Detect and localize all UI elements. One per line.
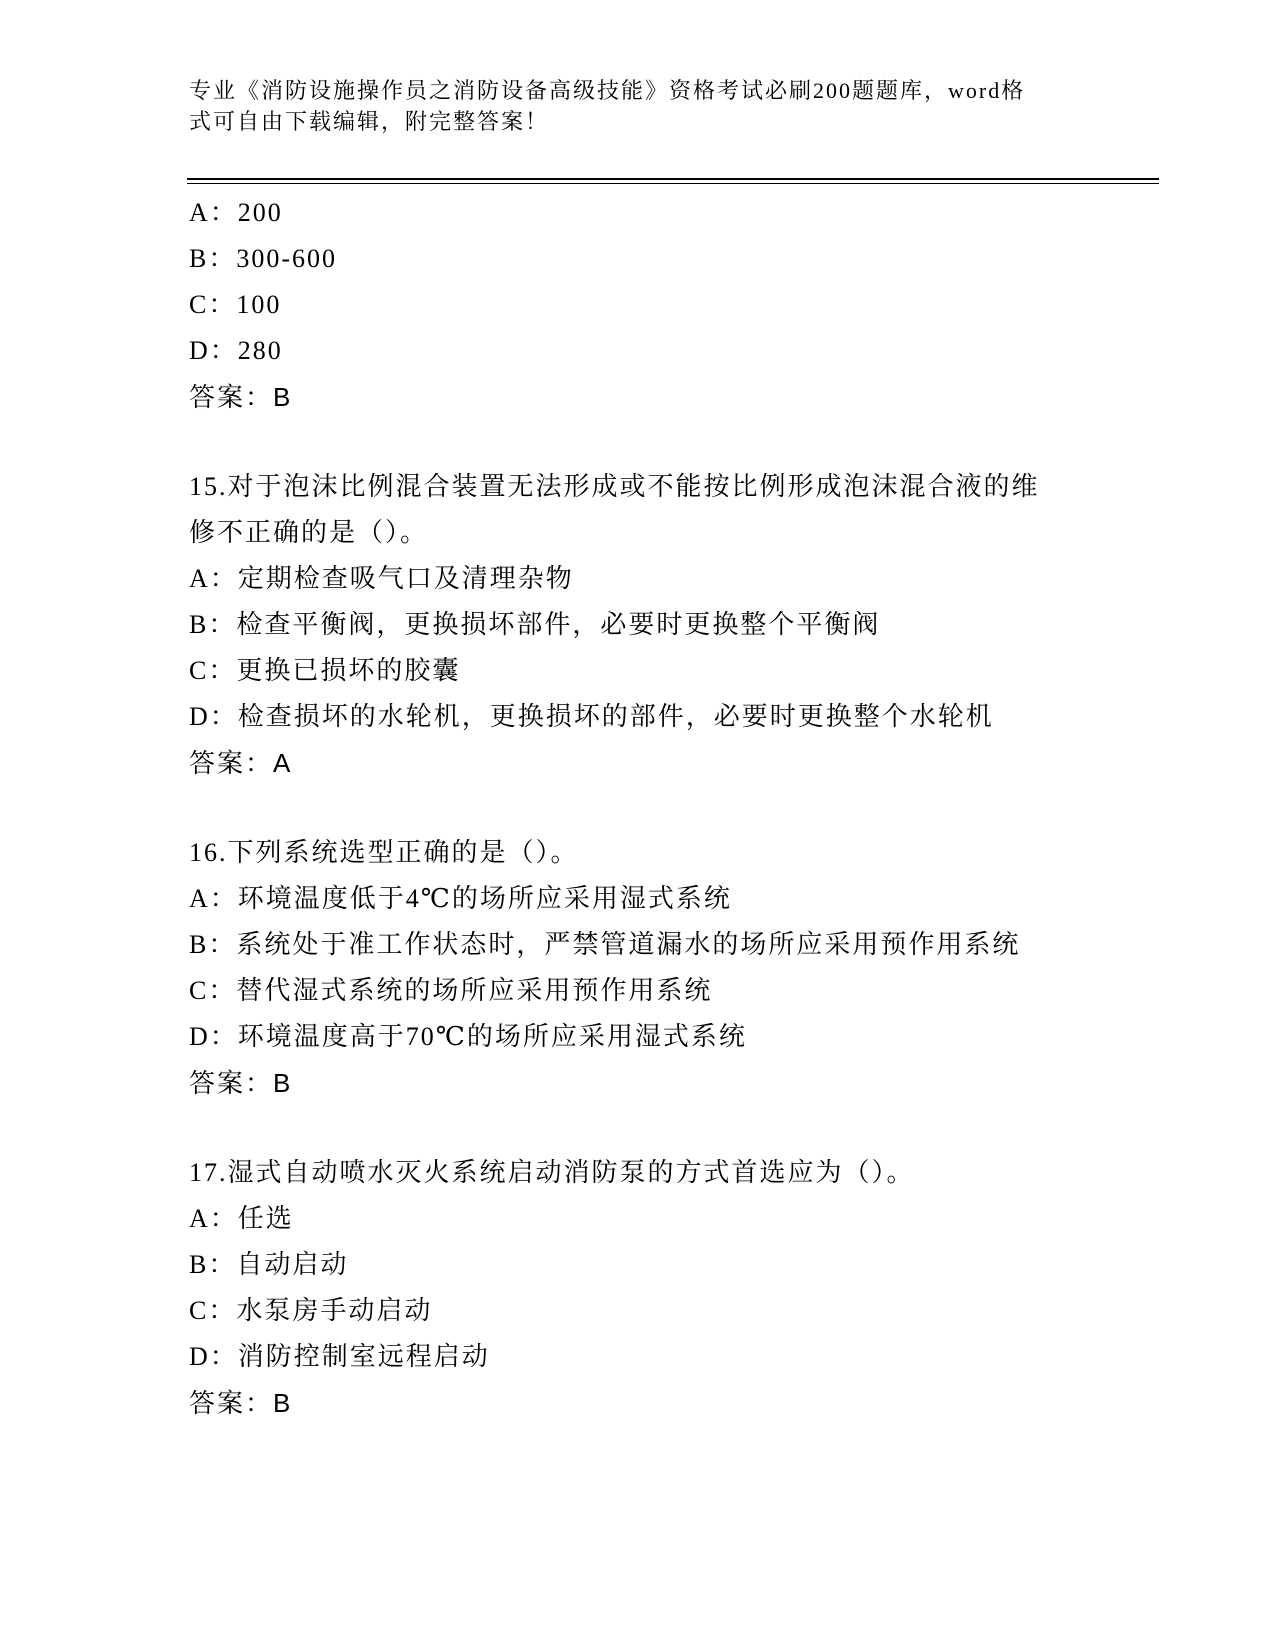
header-rule-thin <box>187 183 1159 184</box>
option-b: B：检查平衡阀，更换损坏部件，必要时更换整个平衡阀 <box>189 610 881 639</box>
question-stem: 17.湿式自动喷水灭火系统启动消防泵的方式首选应为（）。 <box>189 1158 915 1187</box>
option-a: A：环境温度低于4℃的场所应采用湿式系统 <box>189 884 732 913</box>
option-a: A：200 <box>189 198 283 227</box>
answer-line: 答案：B <box>189 1388 293 1418</box>
option-c: C：100 <box>189 290 282 319</box>
question-stem: 15.对于泡沫比例混合装置无法形成或不能按比例形成泡沫混合液的维 <box>189 472 1040 501</box>
option-b: B：系统处于准工作状态时，严禁管道漏水的场所应采用预作用系统 <box>189 930 1021 959</box>
spacer <box>189 1106 1139 1150</box>
answer-line: 答案：B <box>189 382 293 412</box>
answer-line: 答案：A <box>189 748 293 778</box>
answer-line: 答案：B <box>189 1068 293 1098</box>
question-stem-continued: 修不正确的是（）。 <box>189 518 429 547</box>
option-c: C：替代湿式系统的场所应采用预作用系统 <box>189 976 713 1005</box>
option-d: D：280 <box>189 336 283 365</box>
header-line-2: 式可自由下载编辑，附完整答案！ <box>189 109 550 134</box>
question-17 <box>189 1150 1139 1426</box>
option-b: B：自动启动 <box>189 1250 349 1279</box>
header-line-1: 专业《消防设施操作员之消防设备高级技能》资格考试必刷200题题库，word格 <box>189 78 1026 103</box>
option-c: C：更换已损坏的胶囊 <box>189 656 461 685</box>
option-a: A：任选 <box>189 1204 294 1233</box>
question-16 <box>189 830 1139 1106</box>
spacer <box>189 786 1139 830</box>
question-list <box>189 190 1139 1426</box>
option-c: C：水泵房手动启动 <box>189 1296 433 1325</box>
question-14 <box>189 190 1139 420</box>
spacer <box>189 420 1139 464</box>
document-header <box>189 75 1069 137</box>
option-d: D：环境温度高于70℃的场所应采用湿式系统 <box>189 1022 747 1051</box>
option-d: D：消防控制室远程启动 <box>189 1342 490 1371</box>
option-d: D：检查损坏的水轮机，更换损坏的部件，必要时更换整个水轮机 <box>189 702 994 731</box>
question-stem: 16.下列系统选型正确的是（）。 <box>189 838 579 867</box>
option-a: A：定期检查吸气口及清理杂物 <box>189 564 574 593</box>
header-rule-thick <box>187 178 1159 180</box>
option-b: B：300-600 <box>189 244 338 273</box>
question-15 <box>189 464 1139 786</box>
